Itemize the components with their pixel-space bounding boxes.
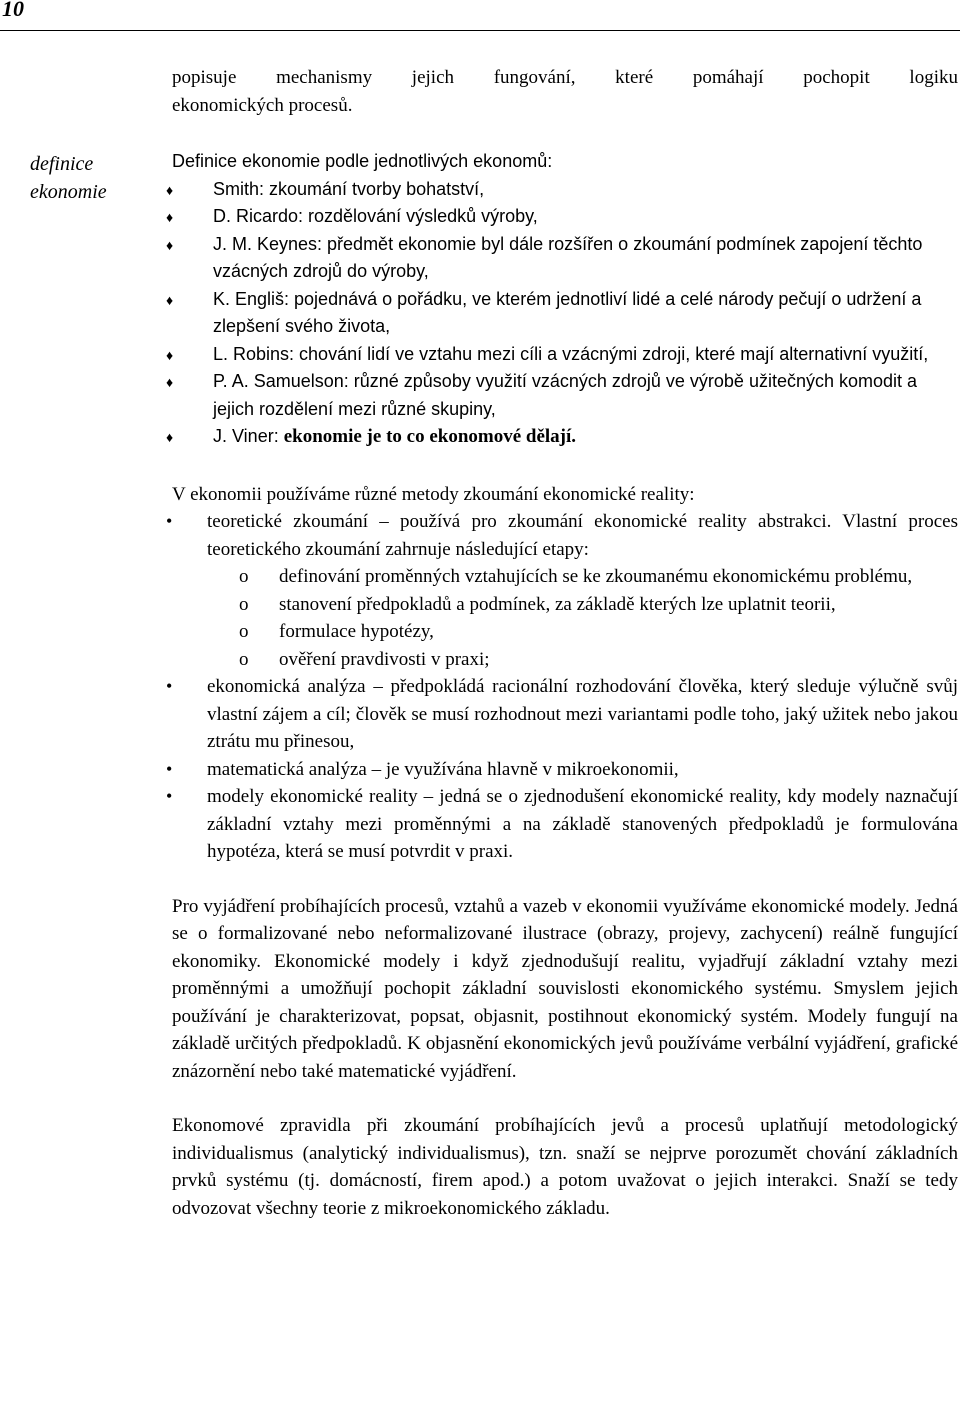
- definition-bold-text: ekonomie je to co ekonomové dělají.: [283, 426, 577, 447]
- page-number: 10: [2, 0, 24, 21]
- margin-note: [30, 150, 150, 206]
- definition-item: [166, 286, 958, 341]
- method-text: modely ekonomické reality – jedná se o zjednodušení ekonomické reality, kdy modely naznačují základní vztahy mezi proměnnými a na základě stanovených předpokladů je formulována hypotéza, která se musí potvrdit v praxi.: [207, 786, 958, 862]
- margin-note-line-2: ekonomie: [30, 181, 107, 203]
- bullet-icon: •: [166, 786, 173, 806]
- definition-text: Smith: zkoumání tvorby bohatství,: [213, 178, 485, 199]
- definition-text: J. M. Keynes: předmět ekonomie byl dále rozšířen o zkoumání podmínek zapojení těchto vzácných zdrojů do výroby,: [213, 233, 923, 281]
- definition-item: [166, 203, 958, 231]
- stage-text: formulace hypotézy,: [279, 621, 434, 642]
- definition-text: D. Ricardo: rozdělování výsledků výroby,: [213, 206, 538, 226]
- circle-bullet-icon: o: [239, 593, 249, 615]
- diamond-bullet-icon: ♦: [166, 236, 174, 253]
- method-item: [166, 673, 958, 756]
- definition-item: [166, 423, 958, 451]
- bullet-icon: •: [166, 676, 173, 696]
- intro-line-1: popisuje mechanismy jejich fungování, které pomáhají pochopit logiku: [172, 67, 958, 88]
- stage-item: [172, 646, 958, 674]
- circle-bullet-icon: o: [239, 648, 249, 670]
- stage-text: stanovení předpokladů a podmínek, za základě kterých lze uplatnit teorii,: [279, 593, 836, 615]
- stage-text: ověření pravdivosti v praxi;: [279, 648, 490, 670]
- definition-item: [166, 176, 958, 204]
- stages-list: [172, 563, 958, 673]
- diamond-bullet-icon: ♦: [166, 209, 174, 225]
- diamond-bullet-icon: ♦: [166, 346, 174, 363]
- definition-text: P. A. Samuelson: různé způsoby využití vzácných zdrojů ve výrobě užitečných komodit a jejich rozdělení mezi různé skupiny,: [213, 371, 918, 419]
- paragraph-individualism: Ekonomové zpravidla při zkoumání probíhajících jevů a procesů uplatňují metodologický individualismus (analytický individualismus), tzn. snaží se nejprve porozumět chování základních prvků systému (tj. domácností, firem apod.) a potom uvažovat o jejich interakci. Snaží se tedy odvozovat všechny teorie z mikroekonomického základu.: [172, 1115, 958, 1219]
- method-item: [166, 756, 958, 784]
- methods-list: [166, 508, 958, 866]
- paragraph-models: Pro vyjádření probíhajících procesů, vztahů a vazeb v ekonomii využíváme ekonomické modely. Jedná se o formalizované nebo neformalizované ilustrace (obrazy, projevy, zachycení) reálně fungující ekonomiky. Ekonomické modely i když zjednodušují realitu, vyjadřují základní vztahy mezi proměnnými a umožňují pochopit základní souvislosti ekonomického systému. Smyslem jejich používání je charakterizovat, popsat, objasnit, postihnout ekonomický systém. Modely fungují na základě určitých předpokladů. K objasnění ekonomických jevů používáme verbální vyjádření, grafické znázornění nebo také matematické vyjádření.: [172, 895, 958, 1082]
- margin-note-line-1: definice: [30, 153, 94, 175]
- methods-title: V ekonomii používáme různé metody zkoumání ekonomické reality:: [172, 483, 695, 505]
- main-text: [166, 64, 958, 1222]
- stage-item: [172, 563, 958, 591]
- definitions-title: Definice ekonomie podle jednotlivých ekonomů:: [172, 151, 553, 171]
- bullet-icon: •: [166, 758, 173, 779]
- definition-item: [166, 368, 958, 423]
- method-text: ekonomická analýza – předpokládá racionální rozhodování člověka, který sleduje výlučně svůj vlastní zájem a cíl; člověk se musí rozhodnout mezi variantami podle toho, jaký užitek nebo jakou ztrátu mu přinesou,: [207, 676, 958, 752]
- circle-bullet-icon: o: [239, 621, 249, 642]
- method-item: [166, 508, 958, 673]
- definition-text: K. Engliš: pojednává o pořádku, ve kterém jednotliví lidé a celé národy pečují o udržení a zlepšení svého života,: [213, 288, 922, 336]
- definition-item: [166, 341, 958, 369]
- bullet-icon: •: [166, 511, 173, 531]
- definition-text: L. Robins: chování lidí ve vztahu mezi cíli a vzácnými zdroji, které mají alternativní využití,: [213, 343, 929, 364]
- method-text: matematická analýza – je využívána hlavně v mikroekonomii,: [207, 758, 679, 780]
- definition-item: [166, 231, 958, 286]
- diamond-bullet-icon: ♦: [166, 374, 174, 390]
- method-item: [166, 783, 958, 866]
- header-rule: [0, 30, 960, 31]
- diamond-bullet-icon: ♦: [166, 429, 174, 445]
- stage-text: definování proměnných vztahujících se ke zkoumanému ekonomickému problému,: [279, 566, 913, 587]
- stage-item: [172, 618, 958, 646]
- diamond-bullet-icon: ♦: [166, 181, 174, 198]
- diamond-bullet-icon: ♦: [166, 291, 174, 308]
- method-text: teoretické zkoumání – používá pro zkoumání ekonomické reality abstrakci. Vlastní proces teoretického zkoumání zahrnuje následující etapy:: [207, 511, 958, 560]
- stage-item: [172, 591, 958, 619]
- definitions-list: [166, 176, 958, 451]
- definition-prefix: J. Viner:: [213, 426, 284, 446]
- intro-line-2: ekonomických procesů.: [172, 94, 353, 116]
- circle-bullet-icon: o: [239, 566, 249, 587]
